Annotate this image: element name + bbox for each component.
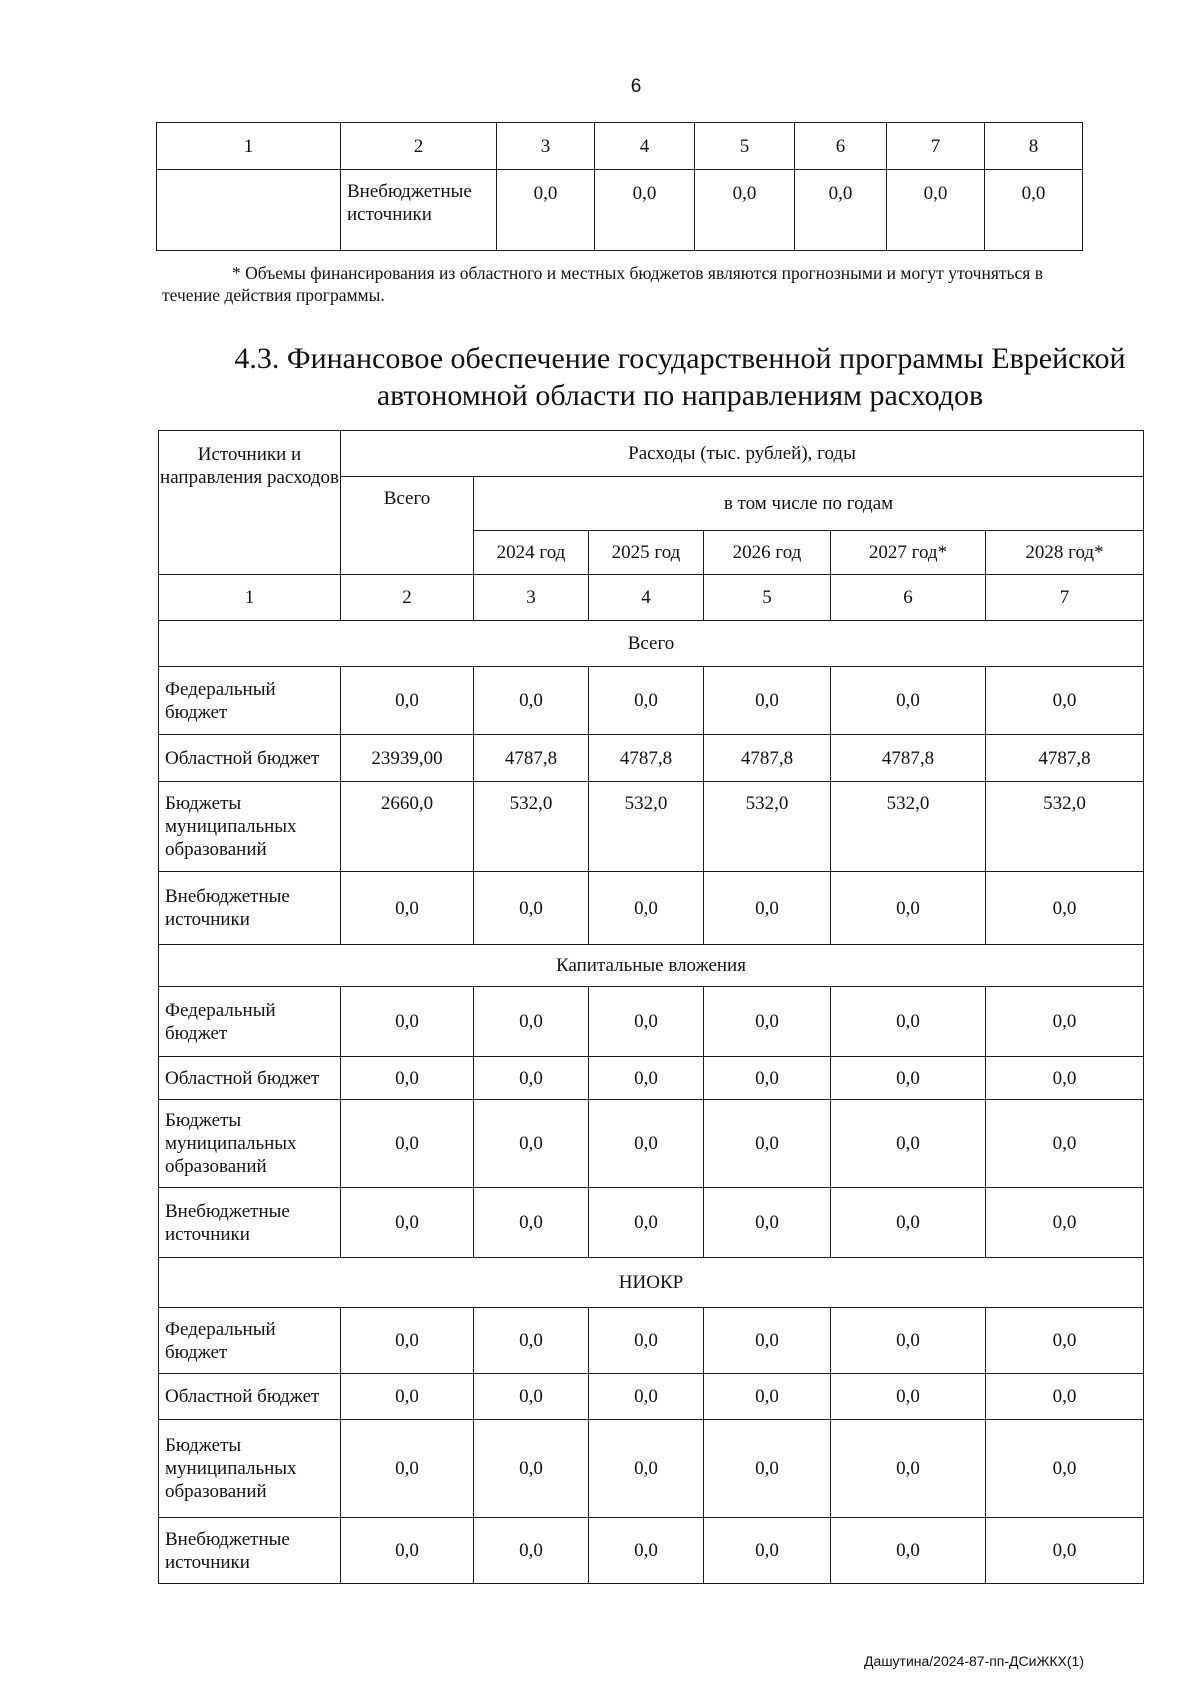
table-row	[159, 1188, 1144, 1258]
value-cell: 0,0	[474, 667, 589, 735]
row-label: Внебюджетные источники	[159, 1518, 341, 1584]
value-cell: 4787,8	[474, 735, 589, 782]
header-expenses: Расходы (тыс. рублей), годы	[341, 431, 1144, 477]
row-label: Бюджеты муниципальных образований	[159, 1420, 341, 1518]
financing-table	[158, 430, 1144, 1584]
header-including: в том числе по годам	[474, 477, 1144, 531]
table-row	[159, 782, 1144, 872]
value-cell: 0,0	[341, 987, 474, 1057]
table-row	[159, 1420, 1144, 1518]
table-row	[159, 735, 1144, 782]
column-number: 4	[595, 123, 695, 170]
column-number: 8	[985, 123, 1083, 170]
value-cell: 2660,0	[341, 782, 474, 872]
value-cell: 532,0	[704, 782, 831, 872]
row-label: Федеральный бюджет	[159, 987, 341, 1057]
column-number: 7	[887, 123, 985, 170]
section-row	[159, 1258, 1144, 1308]
value-cell: 0,0	[341, 872, 474, 945]
value-cell: 0,0	[589, 872, 704, 945]
table-row	[159, 1100, 1144, 1188]
value-cell: 0,0	[474, 1308, 589, 1374]
value-cell: 0,0	[831, 1100, 986, 1188]
value-cell: 0,0	[589, 1374, 704, 1420]
value-cell: 0,0	[341, 1308, 474, 1374]
table-row	[159, 872, 1144, 945]
value-cell: 0,0	[589, 1100, 704, 1188]
row-label: Областной бюджет	[159, 735, 341, 782]
section-title-cell: Всего	[159, 621, 1144, 667]
value-cell: 0,0	[986, 1518, 1144, 1584]
value-cell: 0,0	[986, 1188, 1144, 1258]
value-cell: 0,0	[986, 1374, 1144, 1420]
section-title-cell: НИОКР	[159, 1258, 1144, 1308]
value-cell: 0,0	[887, 170, 985, 251]
year-header: 2026 год	[704, 531, 831, 575]
value-cell: 0,0	[474, 1057, 589, 1100]
column-number: 6	[795, 123, 887, 170]
column-number: 2	[341, 123, 497, 170]
column-number: 6	[831, 575, 986, 621]
value-cell: 532,0	[589, 782, 704, 872]
value-cell: 0,0	[474, 1518, 589, 1584]
value-cell: 0,0	[986, 1420, 1144, 1518]
value-cell: 0,0	[986, 667, 1144, 735]
year-header: 2027 год*	[831, 531, 986, 575]
value-cell: 0,0	[831, 1420, 986, 1518]
value-cell: 0,0	[474, 1100, 589, 1188]
value-cell: 0,0	[831, 987, 986, 1057]
row-label: Областной бюджет	[159, 1374, 341, 1420]
empty-cell	[157, 170, 341, 251]
header-sources: Источники и направления расходов	[159, 431, 341, 575]
year-header: 2024 год	[474, 531, 589, 575]
value-cell: 0,0	[704, 1518, 831, 1584]
value-cell: 0,0	[704, 872, 831, 945]
value-cell: 4787,8	[986, 735, 1144, 782]
value-cell: 532,0	[474, 782, 589, 872]
value-cell: 0,0	[986, 1057, 1144, 1100]
column-number: 1	[157, 123, 341, 170]
value-cell: 0,0	[831, 667, 986, 735]
value-cell: 0,0	[831, 1518, 986, 1584]
value-cell: 0,0	[704, 1420, 831, 1518]
section-row	[159, 945, 1144, 987]
value-cell: 0,0	[589, 1420, 704, 1518]
value-cell: 0,0	[986, 987, 1144, 1057]
value-cell: 0,0	[695, 170, 795, 251]
section-title: 4.3. Финансовое обеспечение государственной программы Еврейской автономной области по направлениям расходов	[234, 342, 1126, 412]
value-cell: 0,0	[985, 170, 1083, 251]
row-label: Бюджеты муниципальных образований	[159, 782, 341, 872]
value-cell: 0,0	[589, 1057, 704, 1100]
value-cell: 0,0	[986, 872, 1144, 945]
section-title-cell: Капитальные вложения	[159, 945, 1144, 987]
column-number: 3	[497, 123, 595, 170]
value-cell: 0,0	[704, 1188, 831, 1258]
value-cell: 0,0	[595, 170, 695, 251]
table-row	[159, 1308, 1144, 1374]
row-label: Федеральный бюджет	[159, 667, 341, 735]
value-cell: 0,0	[589, 1308, 704, 1374]
value-cell: 0,0	[831, 872, 986, 945]
value-cell: 0,0	[589, 987, 704, 1057]
value-cell: 0,0	[831, 1057, 986, 1100]
column-number: 2	[341, 575, 474, 621]
value-cell: 532,0	[831, 782, 986, 872]
value-cell: 0,0	[795, 170, 887, 251]
value-cell: 0,0	[497, 170, 595, 251]
column-number: 5	[695, 123, 795, 170]
section-row	[159, 621, 1144, 667]
value-cell: 0,0	[474, 1374, 589, 1420]
value-cell: 0,0	[341, 1420, 474, 1518]
table-row	[159, 1057, 1144, 1100]
year-header: 2025 год	[589, 531, 704, 575]
row-label: Внебюджетные источники	[159, 1188, 341, 1258]
value-cell: 0,0	[341, 1188, 474, 1258]
column-numbers-row	[159, 575, 1144, 621]
table-row	[159, 1374, 1144, 1420]
value-cell: 0,0	[831, 1188, 986, 1258]
value-cell: 0,0	[341, 1518, 474, 1584]
column-number: 5	[704, 575, 831, 621]
year-header: 2028 год*	[986, 531, 1144, 575]
row-label: Областной бюджет	[159, 1057, 341, 1100]
header-total: Всего	[341, 477, 474, 575]
value-cell: 0,0	[831, 1374, 986, 1420]
value-cell: 4787,8	[831, 735, 986, 782]
footnote: * Объемы финансирования из областного и местных бюджетов являются прогнозными и могут уточняться в течение действия программы.	[162, 263, 1043, 305]
value-cell: 4787,8	[589, 735, 704, 782]
value-cell: 0,0	[589, 1518, 704, 1584]
row-label: Федеральный бюджет	[159, 1308, 341, 1374]
value-cell: 4787,8	[704, 735, 831, 782]
value-cell: 23939,00	[341, 735, 474, 782]
value-cell: 0,0	[589, 667, 704, 735]
value-cell: 0,0	[474, 1420, 589, 1518]
column-number: 7	[986, 575, 1144, 621]
column-number: 4	[589, 575, 704, 621]
column-number: 3	[474, 575, 589, 621]
value-cell: 0,0	[986, 1100, 1144, 1188]
value-cell: 0,0	[341, 1100, 474, 1188]
continuation-table	[156, 122, 1083, 251]
document-footer-reference: Дашутина/2024-87-пп-ДСиЖКХ(1)	[864, 1653, 1084, 1669]
value-cell: 0,0	[986, 1308, 1144, 1374]
value-cell: 532,0	[986, 782, 1144, 872]
table-row	[159, 667, 1144, 735]
value-cell: 0,0	[704, 987, 831, 1057]
value-cell: 0,0	[589, 1188, 704, 1258]
table-row	[159, 1518, 1144, 1584]
value-cell: 0,0	[341, 667, 474, 735]
column-number: 1	[159, 575, 341, 621]
row-label: Внебюджетные источники	[341, 170, 497, 251]
value-cell: 0,0	[341, 1057, 474, 1100]
value-cell: 0,0	[704, 1057, 831, 1100]
value-cell: 0,0	[704, 667, 831, 735]
value-cell: 0,0	[474, 987, 589, 1057]
table-row	[159, 987, 1144, 1057]
header-row-1	[159, 431, 1144, 477]
row-label: Внебюджетные источники	[159, 872, 341, 945]
value-cell: 0,0	[474, 872, 589, 945]
value-cell: 0,0	[474, 1188, 589, 1258]
value-cell: 0,0	[704, 1308, 831, 1374]
value-cell: 0,0	[704, 1374, 831, 1420]
value-cell: 0,0	[831, 1308, 986, 1374]
page-number: 6	[630, 76, 642, 97]
continuation-header-row	[157, 123, 1083, 170]
value-cell: 0,0	[704, 1100, 831, 1188]
row-label: Бюджеты муниципальных образований	[159, 1100, 341, 1188]
value-cell: 0,0	[341, 1374, 474, 1420]
continuation-data-row	[157, 170, 1083, 251]
